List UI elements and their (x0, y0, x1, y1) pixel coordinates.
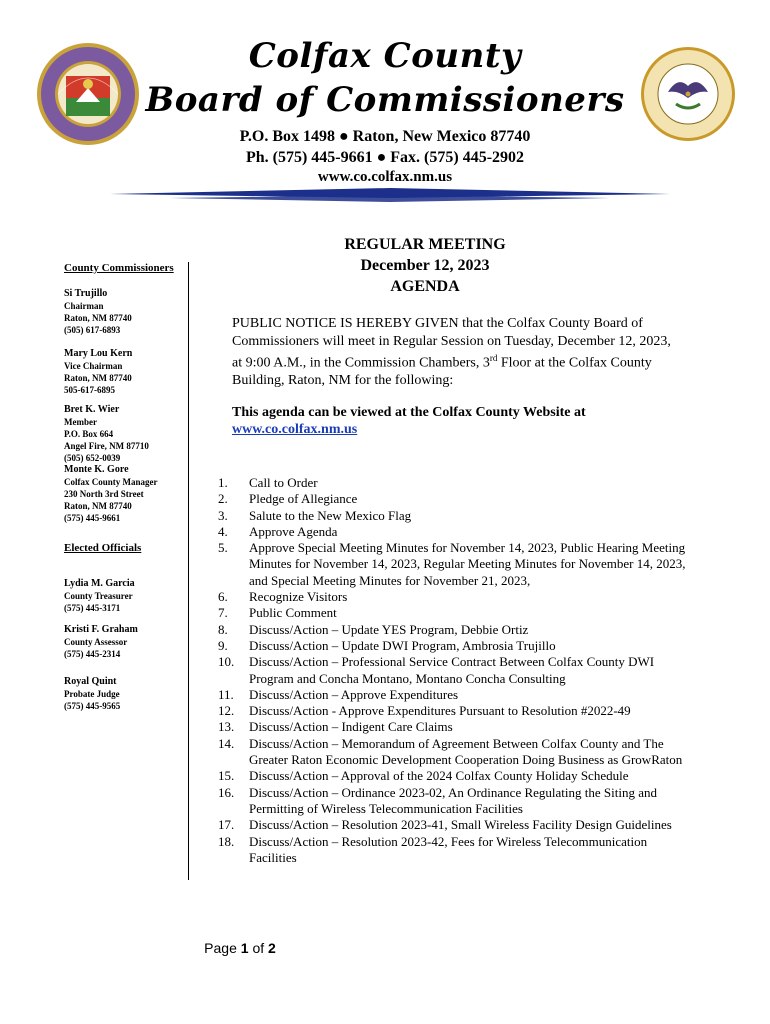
commissioner-mary-lou-kern: Mary Lou Kern Vice Chairman Raton, NM 87740 505-617-6895 (64, 348, 133, 395)
agenda-item-number: 4. (218, 523, 228, 539)
agenda-item-text: Discuss/Action – Indigent Care Claims (249, 719, 453, 735)
agenda-item (218, 736, 688, 769)
agenda-item-text: Discuss/Action – Professional Service Contract Between Colfax County DWI Program and Concha Montano, Montano Concha Consulting (249, 654, 655, 686)
agenda-item-text: Approve Special Meeting Minutes for November 14, 2023, Public Hearing Meeting Minutes for November 14, 2023, Regular Meeting Minutes for November 14, 2023, and Special Meeting Minutes for November 21, 2023, (249, 540, 686, 588)
agenda-item-number: 15. (218, 768, 235, 784)
agenda-item-number: 8. (218, 621, 228, 637)
public-notice: PUBLIC NOTICE IS HEREBY GIVEN that the Colfax County Board of Commissioners will meet in Regular Session on Tuesday, December 12, 2023, at 9:00 A.M., in the Commission Chambers, 3rd Floor at the Colfax County Building, Raton, NM for the following: (232, 316, 671, 389)
official-lydia-garcia: Lydia M. Garcia County Treasurer (575) 445-3171 (64, 578, 135, 613)
agenda-item (218, 785, 688, 818)
agenda-item (218, 508, 688, 524)
agenda-item-text: Discuss/Action – Ordinance 2023-02, An Ordinance Regulating the Siting and Permitting of Wireless Telecommunication Facilities (249, 784, 657, 816)
agenda-item-number: 11. (218, 686, 234, 702)
agenda-item-number: 16. (218, 784, 235, 800)
meeting-type: REGULAR MEETING (344, 236, 506, 253)
agenda-item-number: 13. (218, 719, 235, 735)
agenda-item (218, 703, 688, 719)
agenda-item-text: Discuss/Action - Approve Expenditures Pursuant to Resolution #2022-49 (249, 703, 631, 719)
agenda-item-number: 17. (218, 817, 235, 833)
elected-officials-heading: Elected Officials (64, 542, 142, 554)
agenda-item-number: 2. (218, 491, 228, 507)
agenda-item-text: Discuss/Action – Resolution 2023-42, Fees for Wireless Telecommunication Facilities (249, 833, 648, 865)
agenda-item-text: Public Comment (249, 605, 337, 621)
agenda-item-text: Approve Agenda (249, 523, 338, 539)
agenda-item-text: Discuss/Action – Resolution 2023-41, Small Wireless Facility Design Guidelines (249, 817, 672, 833)
agenda-item (218, 768, 688, 784)
agenda-item (218, 540, 688, 589)
agenda-item-number: 6. (218, 589, 228, 605)
commissioner-bret-wier: Bret K. Wier Member P.O. Box 664 Angel Fire, NM 87710 (505) 652-0039 (64, 404, 149, 463)
header-divider-bar (110, 186, 670, 206)
agenda-item-number: 1. (218, 475, 228, 490)
agenda-item (218, 817, 688, 833)
agenda-item-text: Call to Order (249, 475, 318, 490)
agenda-item-text: Discuss/Action – Update YES Program, Debbie Ortiz (249, 621, 529, 637)
agenda-item (218, 834, 688, 867)
agenda-item (218, 638, 688, 654)
page-footer: Page 1 of 2 (204, 940, 276, 956)
commissioners-heading: County Commissioners (64, 262, 174, 274)
agenda-item (218, 654, 688, 687)
board-title: Board of Commissioners (145, 80, 625, 120)
agenda-item-text: Salute to the New Mexico Flag (249, 507, 412, 523)
agenda-list (218, 475, 688, 866)
agenda-label: AGENDA (390, 278, 460, 295)
agenda-item-text: Recognize Visitors (249, 589, 348, 605)
agenda-item-number: 5. (218, 540, 228, 556)
agenda-item-text: Pledge of Allegiance (249, 491, 358, 507)
agenda-item (218, 687, 688, 703)
header-website[interactable]: www.co.colfax.nm.us (317, 169, 453, 185)
county-title: Colfax County (248, 36, 522, 76)
agenda-item (218, 475, 688, 491)
county-website-link[interactable]: www.co.colfax.nm.us (232, 422, 358, 437)
agenda-item (218, 719, 688, 735)
agenda-item (218, 622, 688, 638)
agenda-item-number: 9. (218, 637, 228, 653)
header-phone: Ph. (575) 445-9661 ● Fax. (575) 445-2902 (245, 149, 525, 166)
agenda-item (218, 605, 688, 621)
county-manager-monte-gore: Monte K. Gore Colfax County Manager 230 North 3rd Street Raton, NM 87740 (575) 445-9661 (64, 464, 158, 523)
agenda-item-number: 12. (218, 703, 235, 719)
agenda-item-number: 3. (218, 507, 228, 523)
meeting-date: December 12, 2023 (360, 257, 490, 274)
agenda-item-text: Discuss/Action – Update DWI Program, Ambrosia Trujillo (249, 637, 556, 653)
agenda-item-number: 7. (218, 605, 228, 621)
sidebar (64, 262, 189, 880)
official-royal-quint: Royal Quint Probate Judge (575) 445-9565 (64, 676, 121, 711)
commissioner-si-trujillo: Si Trujillo Chairman Raton, NM 87740 (505) 617-6893 (64, 288, 132, 335)
agenda-item-text: Discuss/Action – Approve Expenditures (249, 686, 459, 702)
agenda-item (218, 589, 688, 605)
agenda-item-number: 18. (218, 833, 235, 849)
official-kristi-graham: Kristi F. Graham County Assessor (575) 445-2314 (64, 624, 138, 659)
agenda-item (218, 491, 688, 507)
website-notice: This agenda can be viewed at the Colfax County Website at www.co.colfax.nm.us (232, 405, 586, 437)
agenda-item-text: Discuss/Action – Approval of the 2024 Colfax County Holiday Schedule (249, 768, 629, 784)
agenda-item-text: Discuss/Action – Memorandum of Agreement Between Colfax County and The Greater Raton Economic Development Cooperation Doing Business as GrowRaton (249, 735, 683, 768)
header-address: P.O. Box 1498 ● Raton, New Mexico 87740 (239, 128, 531, 145)
agenda-item-number: 10. (218, 654, 235, 670)
agenda-item (218, 524, 688, 540)
agenda-item-number: 14. (218, 735, 235, 751)
